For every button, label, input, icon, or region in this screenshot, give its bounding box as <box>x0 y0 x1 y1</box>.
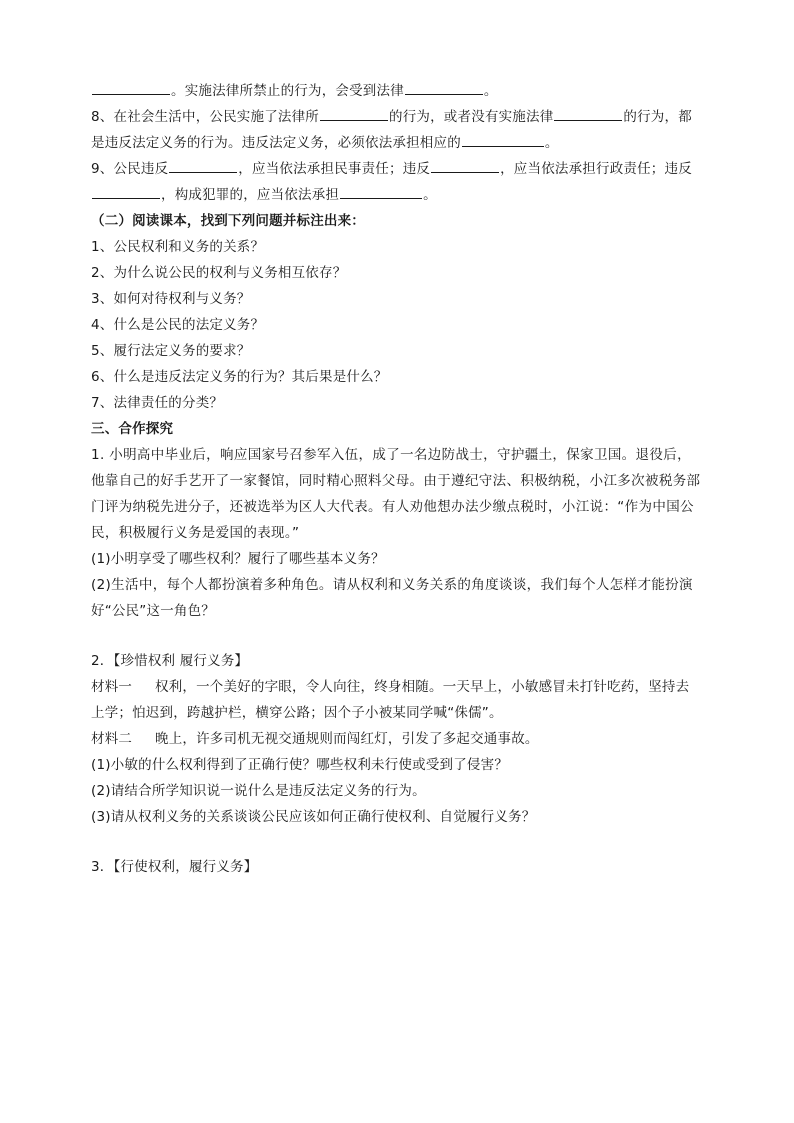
spacer <box>91 624 713 648</box>
material-2-text: 晚上，许多司机无视交通规则而闯红灯，引发了多起交通事故。 <box>155 731 539 747</box>
reading-question: 3、如何对待权利与义务？ <box>91 291 251 307</box>
fill-text: 的行为，都 <box>623 109 692 125</box>
reading-heading: （二）阅读课本，找到下列问题并标注出来： <box>91 213 365 229</box>
fill-text: 是违反法定义务的行为。违反法定义务，必须依法承担相应的 <box>91 135 461 151</box>
reading-question: 7、法律责任的分类？ <box>91 395 224 411</box>
fill-text: ，构成犯罪的，应当依法承担 <box>161 187 340 203</box>
worksheet-page <box>91 78 713 880</box>
fill-text: ，应当依法承担行政责任；违反 <box>500 161 692 177</box>
case-1-text: 门评为纳税先进分子，还被选举为区人大代表。有人劝他想办法少缴点税时，小江说：“作为中国公 <box>91 499 694 515</box>
case-2-question-2: (2)请结合所学知识说一说什么是违反法定义务的行为。 <box>91 783 426 799</box>
fill-text: 8、在社会生活中，公民实施了法律所 <box>91 109 319 125</box>
answer-blank[interactable] <box>320 105 388 121</box>
case-2-title: 2．【珍惜权利 履行义务】 <box>91 653 249 669</box>
answer-blank[interactable] <box>92 183 160 199</box>
reading-question: 1、公民权利和义务的关系？ <box>91 239 265 255</box>
spacer <box>91 830 713 854</box>
answer-blank[interactable] <box>431 157 499 173</box>
answer-blank[interactable] <box>92 79 170 95</box>
question-8-line-1 <box>91 104 713 130</box>
question-8-line-2 <box>91 130 713 156</box>
material-1-cont: 上学；怕迟到，跨越护栏，横穿公路；因个子小被某同学喊“侏儒”。 <box>91 705 503 721</box>
case-1-text: 1. 小明高中毕业后，响应国家号召参军入伍，成了一名边防战士，守护疆土，保家卫国。退役后， <box>91 447 691 463</box>
case-1-text: 他靠自己的好手艺开了一家餐馆，同时精心照料父母。由于遵纪守法、积极纳税，小江多次被税务部 <box>91 473 701 489</box>
material-2-label: 材料二 <box>91 731 133 747</box>
reading-question: 6、什么是违反法定义务的行为？其后果是什么？ <box>91 369 388 385</box>
answer-blank[interactable] <box>340 183 422 199</box>
question-9-line-2 <box>91 182 713 208</box>
question-9-line-1 <box>91 156 713 182</box>
case-2-question-1: (1)小敏的什么权利得到了正确行使？哪些权利未行使或受到了侵害？ <box>91 757 509 773</box>
case-1-question-2: (2)生活中，每个人都扮演着多种角色。请从权利和义务关系的角度谈谈，我们每个人怎样才能扮演 <box>91 577 693 593</box>
inquiry-heading: 三、合作探究 <box>91 421 174 437</box>
fill-text: 。实施法律所禁止的行为，会受到法律 <box>171 83 404 99</box>
fill-text: ，应当依法承担民事责任；违反 <box>238 161 431 177</box>
fill-text: 。 <box>483 83 498 99</box>
answer-blank[interactable] <box>405 79 483 95</box>
case-1-question-1: (1)小明享受了哪些权利？履行了哪些基本义务？ <box>91 551 385 567</box>
case-1-text: 民，积极履行义务是爱国的表现。” <box>91 525 300 541</box>
fill-line-1 <box>91 78 713 104</box>
material-1-label: 材料一 <box>91 679 133 695</box>
reading-question: 2、为什么说公民的权利与义务相互依存？ <box>91 265 347 281</box>
reading-question: 4、什么是公民的法定义务？ <box>91 317 265 333</box>
answer-blank[interactable] <box>169 157 237 173</box>
material-2 <box>91 726 713 752</box>
answer-blank[interactable] <box>554 105 622 121</box>
reading-question: 5、履行法定义务的要求？ <box>91 343 251 359</box>
fill-text: 。 <box>544 135 559 151</box>
material-1-text: 权利，一个美好的字眼，令人向往，终身相随。一天早上，小敏感冒未打针吃药，坚持去 <box>155 679 690 695</box>
answer-blank[interactable] <box>462 131 544 147</box>
material-1 <box>91 674 713 700</box>
fill-text: 。 <box>423 187 437 203</box>
case-1-question-2-cont: 好“公民”这一角色？ <box>91 603 215 619</box>
case-3-title: 3．【行使权利，履行义务】 <box>91 859 258 875</box>
case-2-question-3: (3)请从权利义务的关系谈谈公民应该如何正确行使权利、自觉履行义务？ <box>91 809 536 825</box>
fill-text: 9、公民违反 <box>91 161 169 177</box>
fill-text: 的行为，或者没有实施法律 <box>389 109 554 125</box>
